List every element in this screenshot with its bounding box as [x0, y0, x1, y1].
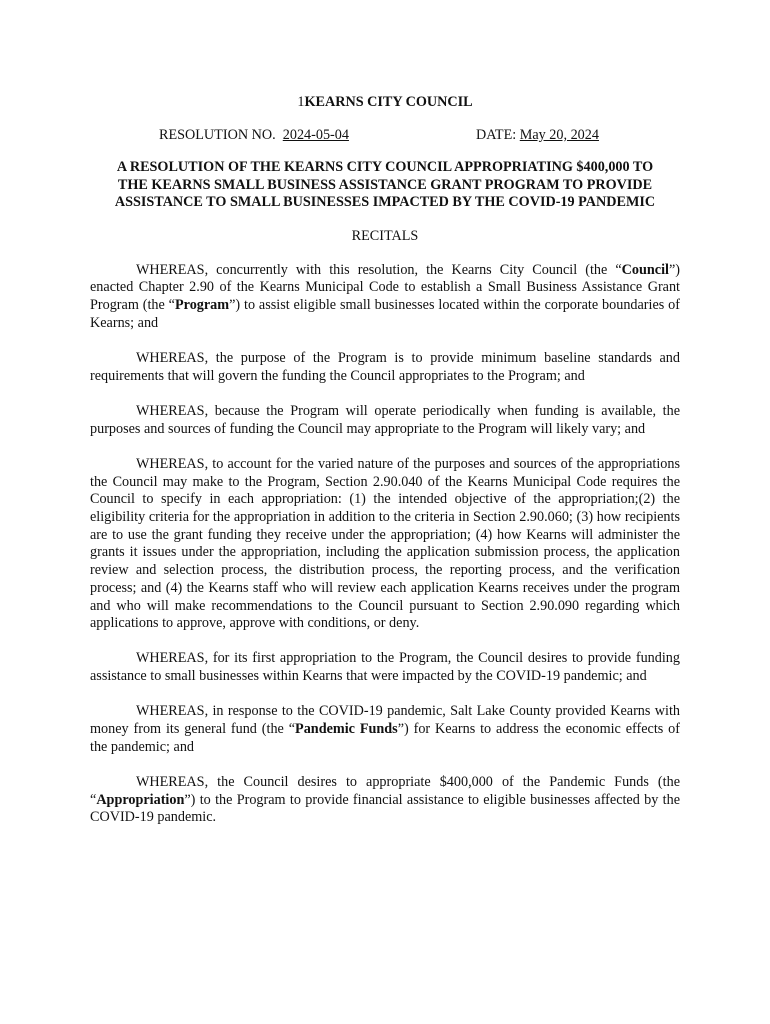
council-name: KEARNS CITY COUNCIL	[304, 94, 473, 110]
text-run: WHEREAS, the Council desires to appropriate $400,000 of the Pandemic Funds (the “	[90, 773, 680, 808]
recital-paragraph: WHEREAS, the purpose of the Program is to provide minimum baseline standards and requirements that will govern the funding the Council appropriates to the Program; and	[90, 350, 680, 384]
defined-term: Pandemic Funds	[295, 721, 398, 738]
date-value: May 20, 2024	[519, 127, 599, 143]
heading-line: THE KEARNS SMALL BUSINESS ASSISTANCE GRANT PROGRAM TO PROVIDE	[117, 176, 653, 193]
defined-term: Program	[174, 297, 230, 314]
date-label: DATE:	[476, 127, 517, 143]
resolution-number	[159, 127, 349, 144]
text-run: ”) for Kearns to address the economic effects of the pandemic; and	[90, 721, 680, 755]
recital-paragraph: WHEREAS, for its first appropriation to the Program, the Council desires to provide funding assistance to small businesses within Kearns that were impacted by the COVID-19 pandemic; and	[90, 650, 680, 685]
recitals-heading: RECITALS	[351, 227, 419, 244]
text-run: WHEREAS, in response to the COVID-19 pandemic, Salt Lake County provided Kearns with money from its general fund (the “	[90, 703, 680, 738]
resolution-line	[90, 127, 680, 145]
council-title	[90, 94, 680, 110]
recital-paragraph	[90, 774, 680, 827]
resolution-heading	[90, 159, 680, 212]
defined-term: Council	[621, 261, 669, 278]
resolution-date	[476, 127, 599, 144]
resolution-number-value: 2024-05-04	[282, 127, 349, 143]
text-run: ”) to assist eligible small businesses located within the corporate boundaries of Kearns; and	[90, 297, 680, 331]
heading-line: A RESOLUTION OF THE KEARNS CITY COUNCIL APPROPRIATING $400,000 TO	[116, 159, 654, 175]
heading-line: ASSISTANCE TO SMALL BUSINESSES IMPACTED BY THE COVID-19 PANDEMIC	[114, 194, 656, 211]
text-run: WHEREAS, concurrently with this resolution, the Kearns City Council (the “	[136, 261, 622, 278]
recital-paragraph	[90, 262, 680, 333]
defined-term: Appropriation	[96, 791, 185, 808]
page-marker: 1	[297, 94, 305, 110]
text-run: ”) to the Program to provide financial assistance to eligible businesses affected by the COVID-19 pandemic.	[90, 791, 680, 826]
recital-paragraph: WHEREAS, because the Program will operate periodically when funding is available, the purposes and sources of funding the Council may appropriate to the Program will likely vary; and	[90, 403, 680, 437]
text-run: ”) enacted Chapter 2.90 of the Kearns Municipal Code to establish a Small Business Assistance Grant Program (the “	[90, 261, 680, 314]
resolution-label: RESOLUTION NO.	[159, 127, 276, 143]
recital-paragraph	[90, 703, 680, 756]
recital-paragraph: WHEREAS, to account for the varied nature of the purposes and sources of the appropriations the Council may make to the Program, Section 2.90.040 of the Kearns Municipal Code requires the Council to specify in each appropriation: (1) the intended objective of the appropriation;(2) the eligibility criteria for the appropriation in addition to the criteria in Section 2.90.060; (3) how recipients are to use the grant funding they receive under the appropriation; (4) how Kearns will administer the grants it issues under the appropriation, including the application submission process, the application review and selection process, the distribution process, the reporting process, and the verification process; and (4) the Kearns staff who will review each application Kearns receives under the program and who will make recommendations to the Council pursuant to Section 2.90.090 regarding which applications to approve, approve with conditions, or deny.	[90, 455, 680, 632]
